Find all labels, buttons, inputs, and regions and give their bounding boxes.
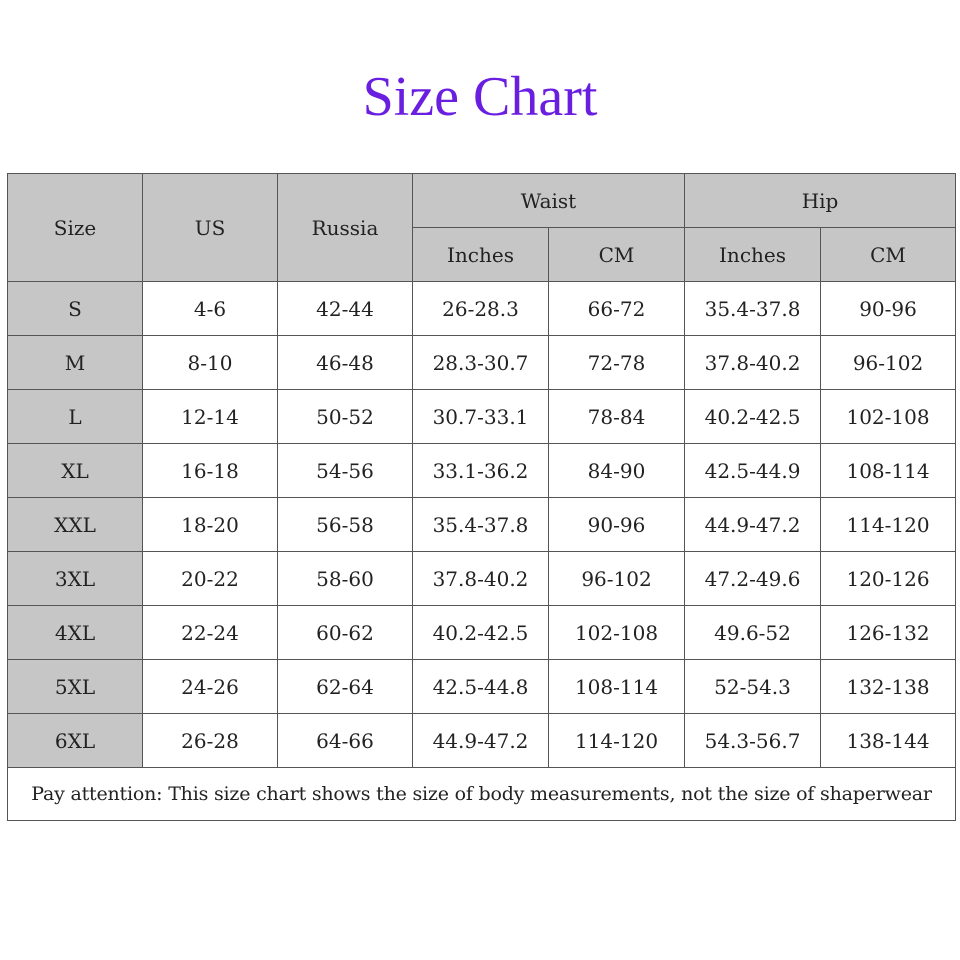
cell-russia: 62-64: [278, 660, 413, 714]
cell-waist-inches: 28.3-30.7: [413, 336, 549, 390]
note-row: [8, 768, 956, 821]
cell-russia: 58-60: [278, 552, 413, 606]
cell-hip-cm: 126-132: [821, 606, 956, 660]
cell-hip-cm: 108-114: [821, 444, 956, 498]
cell-hip-inches: 42.5-44.9: [685, 444, 821, 498]
cell-hip-cm: 96-102: [821, 336, 956, 390]
cell-hip-cm: 132-138: [821, 660, 956, 714]
cell-waist-inches: 33.1-36.2: [413, 444, 549, 498]
header-waist-cm: CM: [549, 228, 685, 282]
header-hip-cm: CM: [821, 228, 956, 282]
cell-hip-cm: 102-108: [821, 390, 956, 444]
cell-waist-inches: 35.4-37.8: [413, 498, 549, 552]
cell-size: 5XL: [8, 660, 143, 714]
header-us: US: [143, 174, 278, 282]
table-row: [8, 444, 956, 498]
cell-hip-inches: 47.2-49.6: [685, 552, 821, 606]
cell-waist-inches: 30.7-33.1: [413, 390, 549, 444]
header-waist: Waist: [413, 174, 685, 228]
cell-russia: 42-44: [278, 282, 413, 336]
cell-us: 18-20: [143, 498, 278, 552]
cell-us: 22-24: [143, 606, 278, 660]
cell-hip-cm: 138-144: [821, 714, 956, 768]
header-waist-inches: Inches: [413, 228, 549, 282]
cell-waist-cm: 96-102: [549, 552, 685, 606]
cell-waist-cm: 78-84: [549, 390, 685, 444]
cell-hip-cm: 114-120: [821, 498, 956, 552]
cell-size: XXL: [8, 498, 143, 552]
attention-note: Pay attention: This size chart shows the size of body measurements, not the size of shaperwear: [8, 768, 956, 821]
cell-hip-inches: 54.3-56.7: [685, 714, 821, 768]
table-body: [8, 282, 956, 768]
cell-russia: 60-62: [278, 606, 413, 660]
cell-waist-inches: 42.5-44.8: [413, 660, 549, 714]
cell-hip-inches: 49.6-52: [685, 606, 821, 660]
cell-us: 24-26: [143, 660, 278, 714]
table-row: [8, 282, 956, 336]
cell-size: L: [8, 390, 143, 444]
cell-hip-inches: 44.9-47.2: [685, 498, 821, 552]
cell-us: 4-6: [143, 282, 278, 336]
cell-waist-inches: 37.8-40.2: [413, 552, 549, 606]
header-hip: Hip: [685, 174, 956, 228]
cell-us: 8-10: [143, 336, 278, 390]
cell-size: 3XL: [8, 552, 143, 606]
cell-hip-inches: 37.8-40.2: [685, 336, 821, 390]
cell-size: XL: [8, 444, 143, 498]
page-title: Size Chart: [362, 66, 598, 128]
cell-waist-cm: 66-72: [549, 282, 685, 336]
cell-russia: 56-58: [278, 498, 413, 552]
size-table: [7, 173, 956, 821]
cell-waist-cm: 102-108: [549, 606, 685, 660]
cell-waist-cm: 108-114: [549, 660, 685, 714]
header-size: Size: [8, 174, 143, 282]
cell-hip-inches: 40.2-42.5: [685, 390, 821, 444]
cell-us: 20-22: [143, 552, 278, 606]
cell-us: 26-28: [143, 714, 278, 768]
table-row: [8, 714, 956, 768]
cell-hip-cm: 90-96: [821, 282, 956, 336]
cell-russia: 64-66: [278, 714, 413, 768]
cell-size: 6XL: [8, 714, 143, 768]
table-row: [8, 660, 956, 714]
cell-us: 12-14: [143, 390, 278, 444]
table-row: [8, 390, 956, 444]
table-row: [8, 336, 956, 390]
cell-size: M: [8, 336, 143, 390]
cell-russia: 46-48: [278, 336, 413, 390]
header-hip-inches: Inches: [685, 228, 821, 282]
cell-hip-inches: 52-54.3: [685, 660, 821, 714]
header-row-top: [8, 174, 956, 228]
cell-waist-inches: 40.2-42.5: [413, 606, 549, 660]
table-row: [8, 552, 956, 606]
cell-us: 16-18: [143, 444, 278, 498]
cell-waist-inches: 26-28.3: [413, 282, 549, 336]
table-row: [8, 606, 956, 660]
cell-hip-cm: 120-126: [821, 552, 956, 606]
cell-size: 4XL: [8, 606, 143, 660]
cell-hip-inches: 35.4-37.8: [685, 282, 821, 336]
cell-waist-cm: 84-90: [549, 444, 685, 498]
cell-size: S: [8, 282, 143, 336]
cell-waist-cm: 114-120: [549, 714, 685, 768]
cell-waist-cm: 90-96: [549, 498, 685, 552]
header-russia: Russia: [278, 174, 413, 282]
table-row: [8, 498, 956, 552]
cell-russia: 54-56: [278, 444, 413, 498]
cell-waist-inches: 44.9-47.2: [413, 714, 549, 768]
cell-russia: 50-52: [278, 390, 413, 444]
cell-waist-cm: 72-78: [549, 336, 685, 390]
